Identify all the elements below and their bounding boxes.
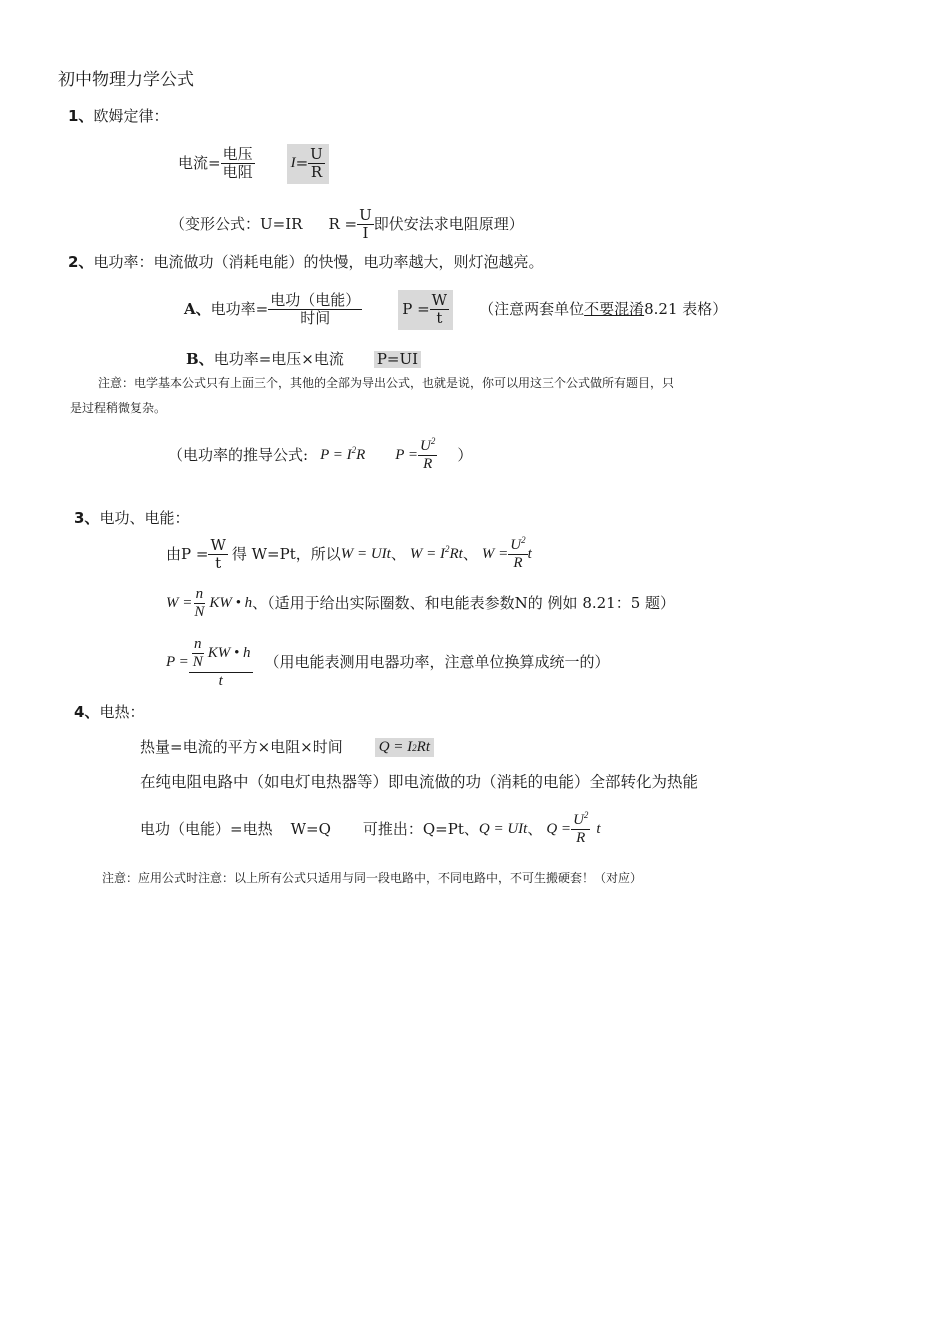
- unit-note-end: 8.21 表格）: [644, 300, 728, 319]
- fraction-numerator: [418, 438, 437, 456]
- formula-exponent: 2: [351, 445, 357, 456]
- separator: 、: [462, 545, 478, 564]
- formula-part: P = I: [320, 447, 352, 464]
- final-note: 注意：应用公式时注意：以上所有公式只适用与同一段电路中，不同电路中，不可生搬硬套！（对应）: [102, 871, 643, 885]
- inner-fraction: [191, 636, 205, 672]
- variant-text: （变形公式：U=IR: [170, 215, 303, 234]
- formula-symbol: P =: [402, 300, 430, 319]
- ohm-definition: [178, 144, 329, 184]
- separator: 、: [527, 820, 543, 839]
- formula-wq: W=Q: [290, 820, 331, 839]
- section-number: 1、: [68, 107, 94, 125]
- fraction-denominator: R: [423, 456, 433, 473]
- item-label: A、: [184, 300, 211, 319]
- numerator-exponent: 2: [521, 535, 526, 545]
- section-number: 2、: [68, 253, 94, 271]
- formula-equals: =: [295, 154, 309, 173]
- section-number: 3、: [74, 509, 100, 527]
- meter-power-fraction: [189, 636, 253, 690]
- unit-note-underlined: 不要混淆: [584, 300, 645, 319]
- fraction-denominator: t: [215, 554, 222, 573]
- heat-equal-work-line: [140, 812, 601, 848]
- definition-label: 电功率=: [210, 300, 269, 319]
- unit-kwh: KW • h: [207, 645, 251, 662]
- formula-part: Q = I: [378, 739, 413, 755]
- work-formula-line-2: [166, 586, 675, 622]
- section-title: 电功率：电流做功（消耗电能）的快慢，电功率越大，则灯泡越亮。: [93, 253, 544, 271]
- u2r-fraction: [571, 812, 590, 848]
- formula-part: W = I: [409, 546, 445, 563]
- power-formula-box: [398, 290, 453, 330]
- fraction-denominator: R: [310, 163, 323, 182]
- heat-formula-box: Q = I 2 Rt: [375, 738, 434, 757]
- heat-formula-line: [140, 738, 434, 757]
- line-text: 由P =: [166, 545, 209, 564]
- unit-kwh: KW • h: [209, 595, 253, 612]
- ohm-formula-box: [287, 144, 329, 184]
- formula-q: Q =: [546, 821, 572, 838]
- formula-w-u2rt: W =: [481, 546, 509, 563]
- definition-text: 电功率=电压×电流: [213, 350, 344, 368]
- formula-symbol: I: [290, 155, 296, 172]
- formula-t: t: [596, 821, 601, 838]
- line-text: （用电能表测用电器功率，注意单位换算成统一的）: [264, 653, 610, 672]
- numerator-symbol: U: [510, 537, 522, 553]
- fraction-numerator: [189, 636, 253, 673]
- fraction-numerator: U: [310, 145, 323, 163]
- variant-formula: R =: [328, 215, 358, 234]
- formula-q-uit: Q = UIt: [478, 821, 528, 838]
- fraction-numerator: n: [194, 586, 206, 604]
- derive-text: 可推出：Q=Pt、: [362, 820, 479, 839]
- line-text-mid: 得 W=Pt，所以: [231, 545, 341, 564]
- inner-numerator: n: [192, 636, 204, 654]
- formula-p: P =: [166, 654, 189, 671]
- page-title: 初中物理力学公式: [58, 70, 194, 90]
- formula-fraction: [308, 146, 325, 182]
- fraction-denominator: 电阻: [222, 163, 253, 182]
- formula-t: t: [527, 546, 532, 563]
- section-1-heading: [68, 109, 168, 124]
- fraction-denominator: 时间: [300, 309, 331, 328]
- section-title: 电功、电能：: [99, 509, 190, 527]
- fraction-numerator: U: [359, 206, 372, 224]
- section-number: 4、: [74, 703, 100, 721]
- numerator-symbol: U: [420, 438, 431, 454]
- formula-part-end: Rt: [449, 546, 463, 563]
- fraction-denominator: t: [436, 309, 443, 328]
- formula-exponent: 2: [445, 544, 450, 555]
- line-text: 、（适用于给出实际圈数、和电能表参数N的 例如 8.21：5 题）: [252, 594, 676, 613]
- heat-text: 热量=电流的平方×电阻×时间: [140, 738, 343, 756]
- definition-fraction: [268, 292, 362, 328]
- section-3-heading: [74, 511, 189, 526]
- derive-fraction: [418, 438, 437, 474]
- formula-w: W =: [166, 595, 193, 612]
- fraction-denominator: I: [362, 224, 369, 243]
- nN-fraction: [192, 586, 206, 622]
- section-2-heading: [68, 255, 543, 270]
- item-label: B、: [186, 350, 214, 368]
- power-definition-a: [184, 290, 727, 330]
- fraction-denominator: R: [576, 830, 586, 847]
- work-formula-line-1: [166, 537, 532, 573]
- pure-resistor-text: 在纯电阻电路中（如电灯电热器等）即电流做的功（消耗的电能）全部转化为热能: [140, 773, 699, 791]
- formula-fraction: [430, 292, 449, 328]
- fraction-numerator: 电压: [222, 145, 253, 163]
- fraction-denominator: R: [513, 555, 523, 572]
- inner-denominator: N: [192, 654, 203, 671]
- power-ui-box: P=UI: [374, 351, 421, 368]
- unit-note: （注意两套单位: [479, 300, 585, 319]
- numerator-symbol: U: [573, 812, 584, 828]
- u2r-fraction: [508, 537, 527, 573]
- section-title: 欧姆定律：: [93, 107, 169, 125]
- fraction-numerator: [508, 537, 527, 555]
- definition-fraction: [221, 146, 255, 182]
- section-title: 电热：: [99, 703, 145, 721]
- numerator-exponent: 2: [583, 810, 589, 820]
- fraction-denominator: N: [194, 604, 205, 621]
- separator: 、: [390, 545, 406, 564]
- formula-part-end: Rt: [416, 739, 431, 755]
- ohm-variant-formula: [170, 207, 524, 243]
- fraction-numerator: [571, 812, 590, 830]
- formula-w-i2rt: [409, 544, 463, 563]
- fraction-denominator: t: [218, 672, 223, 689]
- section-4-heading: [74, 705, 144, 720]
- variant-text-end: 即伏安法求电阻原理）: [373, 215, 524, 234]
- fraction-numerator: W: [210, 536, 226, 554]
- derive-formula-1: [320, 445, 366, 464]
- fraction-numerator: 电功（电能）: [270, 291, 361, 309]
- note-line-1: 注意：电学基本公式只有上面三个，其他的全部为导出公式，也就是说，你可以用这三个公式做所有题目，只: [98, 376, 675, 390]
- derive-text: （电功率的推导公式:: [168, 446, 309, 465]
- definition-label: 电流=: [178, 154, 221, 173]
- note-line-2: 是过程稍微复杂。: [70, 401, 167, 415]
- variant-fraction: [357, 207, 374, 243]
- formula-part-end: R: [356, 447, 366, 464]
- derive-text-end: ）: [457, 446, 473, 465]
- formula-w-uit: W = UIt: [340, 546, 391, 563]
- numerator-exponent: 2: [430, 436, 436, 446]
- pw-fraction: [208, 537, 227, 573]
- power-derived-formulas: [168, 438, 472, 474]
- power-definition-b: [186, 351, 421, 368]
- fraction-numerator: W: [431, 291, 448, 309]
- derive-formula-2: P =: [395, 447, 419, 464]
- work-formula-line-3: [166, 636, 610, 690]
- line-text: 电功（电能）=电热: [140, 820, 273, 839]
